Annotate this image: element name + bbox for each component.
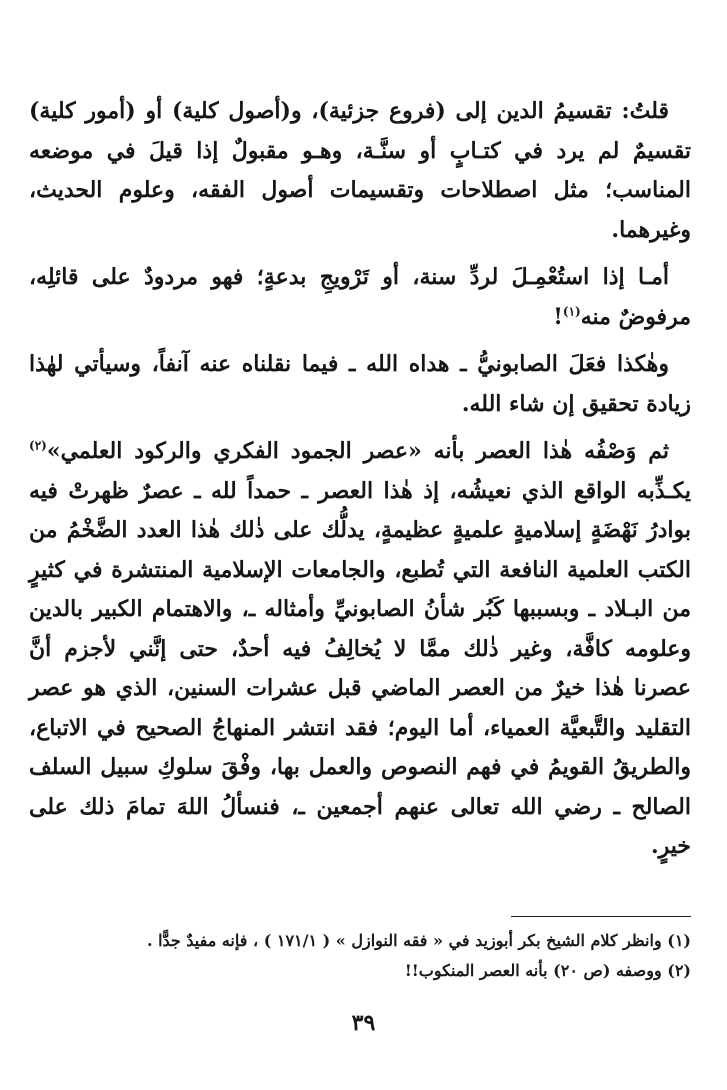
paragraph-3-text: وهٰكذا فعَلَ الصابونيُّ ـ هداه الله ـ فيما نقلناه عنه آنفاً، وسيأتي لهٰذا زيادة تحقيق إن شاء الله. xyxy=(29,351,691,417)
footnote-ref-1[interactable]: (١) xyxy=(562,304,581,319)
page-number: ٣٩ xyxy=(351,1010,376,1036)
footnote-ref-2[interactable]: (٢) xyxy=(29,438,47,453)
paragraph-2-tail: ! xyxy=(553,303,563,330)
footnote-1: (١) وانظر كلام الشيخ بكر أبوزيد في « فقه النوازل » ( ١٧١/١ ) ، فإنه مفيدٌ جدًّا . xyxy=(146,931,691,950)
paragraph-2-text: أمـا إذا استُعْمِـلَ لردِّ سنة، أو تَرْويجِ بدعةٍ؛ فهو مردودٌ على قائلِه، مرفوضٌ منه xyxy=(29,264,691,330)
paragraph-4-text: يكـذِّبه الواقع الذي نعيشُه، إذ هٰذا العصر ـ حمداً لله ـ عصرٌ ظهرتْ فيه بوادرُ نَهْضَةٍ إسلاميةٍ علميةٍ عظيمةٍ، يدلُّك على ذٰلك هٰذا العدد الضَّخْمُ من الكتب العلمية النافعة التي تُطبع، والجامعات الإسلامية المنتشرة في كثيرٍ من البـلاد ـ وبسببها كَبُر شأنُ الصابونيِّ وأمثاله ـ، والاهتمام الكبير بالدين وعلومه كافَّة، وغير ذٰلك ممَّا لا يُخالِفُ فيه أحدٌ، حتى إنَّني لأجزم أنَّ عصرنا هٰذا خيرٌ من العصر الماضي قبل عشرات السنين، الذي هو عصر التقليد والتَّبعيَّة العمياء، أما اليوم؛ فقد انتشر المنهاجُ الصحيح في الاتباع، والطريقُ القويمُ في فهم النصوص والعمل بها، وفْقَ سلوكِ سبيل السلف الصالح ـ رضي الله تعالى عنهم أجمعين ـ، فنسألُ اللهَ تمامَ ذلك على خيرٍ. xyxy=(29,477,691,859)
body-text xyxy=(29,92,691,867)
paragraph-4-lead: ثم وَصْفُه هٰذا العصر بأنه «عصر الجمود الفكري والركود العلمي» xyxy=(46,438,669,464)
paragraph-1-text: قلتُ: تقسيمُ الدين إلى (فروع جزئية)، و(أصول كلية) أو (أمور كلية) تقسيمٌ لم يرد في كتـابٍ أو سنَّـة، وهـو مقبولٌ إذا قيلَ في موضعه المناسب؛ مثل اصطلاحات وتقسيمات أصول الفقه، وعلوم الحديث، وغيرهما. xyxy=(29,98,691,243)
paragraph-4 xyxy=(29,432,691,867)
paragraph-3 xyxy=(29,345,691,424)
paragraph-1 xyxy=(29,92,691,250)
footnote-separator xyxy=(511,916,691,917)
footnotes xyxy=(29,926,691,986)
footnote-2: (٢) ووصفه (ص ٢٠) بأنه العصر المنكوب!! xyxy=(404,961,691,980)
paragraph-2 xyxy=(29,258,691,337)
